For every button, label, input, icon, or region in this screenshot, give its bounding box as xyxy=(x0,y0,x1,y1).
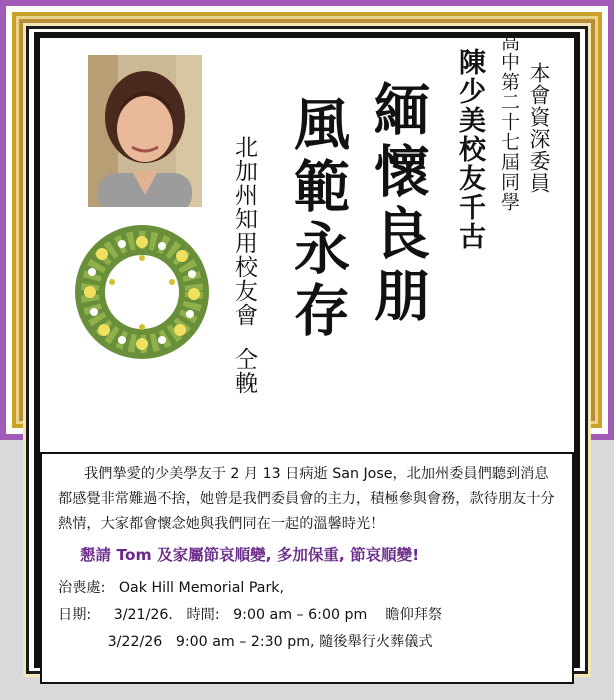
condolence-message: 懇請 Tom 及家屬節哀順變, 多加保重, 節哀順變! xyxy=(80,546,420,564)
flower-wreath-image xyxy=(62,222,222,362)
date-1: 3/21/26. xyxy=(113,607,173,623)
time-2: 9:00 am – 2:30 pm, xyxy=(175,634,315,650)
deceased-name: 陳少美校友千古 xyxy=(454,48,485,251)
committee-title: 本會資深委員 xyxy=(527,62,551,194)
location-row xyxy=(58,575,558,602)
date-row-2 xyxy=(58,629,558,656)
announcement-box xyxy=(40,452,574,684)
organization-name: 北加州知用校友會 xyxy=(231,135,257,327)
event-1: 瞻仰拜祭 xyxy=(385,607,443,623)
announcement-paragraph: 我們摯愛的少美學友于 2 月 13 日病逝 San Jose，北加州委員們聽到消息都感覺非常難過不捨，她曾是我們委員會的主力，積極參與會務，款待朋友十分熱情，大家都會懷念她與我們同在一起的溫馨時光！ xyxy=(58,466,555,532)
organization-sign: 仝輓 xyxy=(231,347,257,395)
frame-border-right xyxy=(574,32,580,668)
date-label: 日期: xyxy=(58,607,92,623)
time-1: 9:00 am – 6:00 pm xyxy=(233,607,368,623)
class-line: 高中第二十七屆同學 xyxy=(498,32,520,212)
portrait-photo xyxy=(88,55,202,207)
location-label: 治喪處: xyxy=(58,580,106,596)
time-label: 時間: xyxy=(186,607,220,623)
date-row-1 xyxy=(58,602,558,629)
motto-left: 風範永存 xyxy=(285,95,351,343)
event-2: 隨後舉行火葬儀式 xyxy=(319,634,433,650)
date-2: 3/22/26 xyxy=(107,634,163,650)
location-value: Oak Hill Memorial Park, xyxy=(118,580,285,596)
motto-right: 緬懷良朋 xyxy=(365,80,431,328)
